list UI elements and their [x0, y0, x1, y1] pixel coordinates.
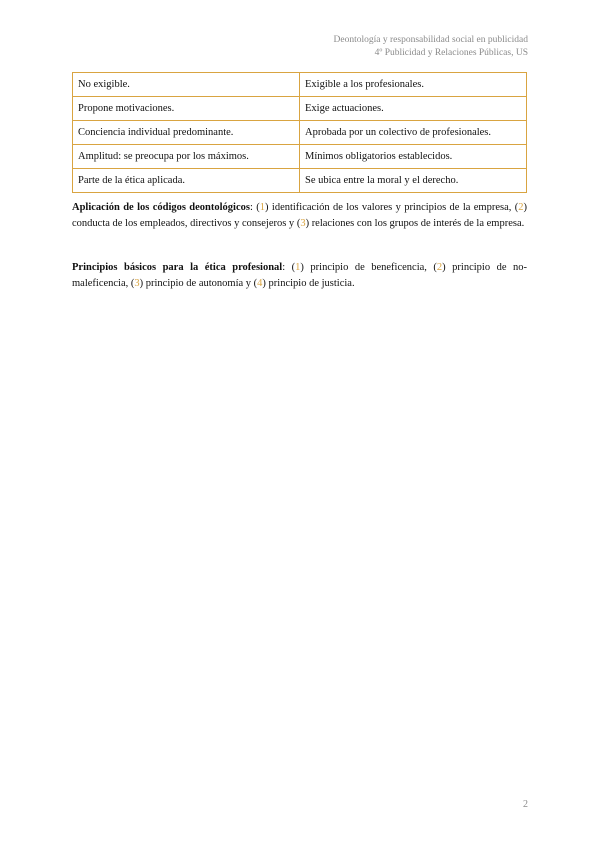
table-row: [73, 145, 527, 169]
item-number: 1: [259, 202, 266, 213]
item-text: principio de autonomía y: [143, 278, 254, 289]
paragraph-aplicacion-codigos: Aplicación de los códigos deontológicos: (1) identificación de los valores y principios de la empresa, (2) conducta de los empleados, directivos y consejeros y (3) relaciones con los grupos de interés de la empresa.: [72, 202, 527, 229]
table-cell: Propone motivaciones.: [73, 97, 300, 121]
item-text: principio de no-maleficencia,: [72, 262, 527, 289]
table-cell: Se ubica entre la moral y el derecho.: [300, 169, 527, 193]
item-number: 2: [518, 202, 524, 213]
page-header: [334, 34, 528, 60]
item-number: 3: [300, 218, 306, 229]
table-row: [73, 169, 527, 193]
table-cell: Exigible a los profesionales.: [300, 73, 527, 97]
table-cell: Amplitud: se preocupa por los máximos.: [73, 145, 300, 169]
comparison-table: [72, 72, 527, 193]
item-text: relaciones con los grupos de interés de la empresa.: [309, 218, 525, 229]
table-cell: Parte de la ética aplicada.: [73, 169, 300, 193]
paragraph-title: Aplicación de los códigos deontológicos: [72, 202, 250, 213]
item-number: 1: [295, 262, 301, 273]
header-course-title: Deontología y responsabilidad social en publicidad: [333, 35, 528, 45]
table-row: [73, 97, 527, 121]
table-cell: Exige actuaciones.: [300, 97, 527, 121]
table-cell: Conciencia individual predominante.: [73, 121, 300, 145]
item-text: principio de beneficencia,: [303, 262, 434, 273]
item-number: 2: [436, 262, 443, 273]
table-row: [73, 121, 527, 145]
item-text: conducta de los empleados, directivos y consejeros y: [72, 218, 297, 229]
table-cell: Aprobada por un colectivo de profesionales.: [300, 121, 527, 145]
item-number: 4: [257, 278, 263, 289]
separator: :: [249, 202, 257, 213]
item-number: 3: [134, 278, 140, 289]
item-text: principio de justicia.: [265, 278, 355, 289]
item-text: identificación de los valores y principios de la empresa,: [268, 202, 515, 213]
header-degree: 4º Publicidad y Relaciones Públicas, US: [374, 48, 528, 58]
page-number: 2: [523, 799, 528, 810]
separator: :: [282, 262, 292, 273]
table-cell: No exigible.: [73, 73, 300, 97]
table-cell: Mínimos obligatorios establecidos.: [300, 145, 527, 169]
paragraph-title: Principios básicos para la ética profesional: [72, 262, 283, 273]
paragraph-principios-basicos: Principios básicos para la ética profesional: (1) principio de beneficencia, (2) principio de no-maleficencia, (3) principio de autonomía y (4) principio de justicia.: [72, 262, 527, 289]
table-row: [73, 73, 527, 97]
